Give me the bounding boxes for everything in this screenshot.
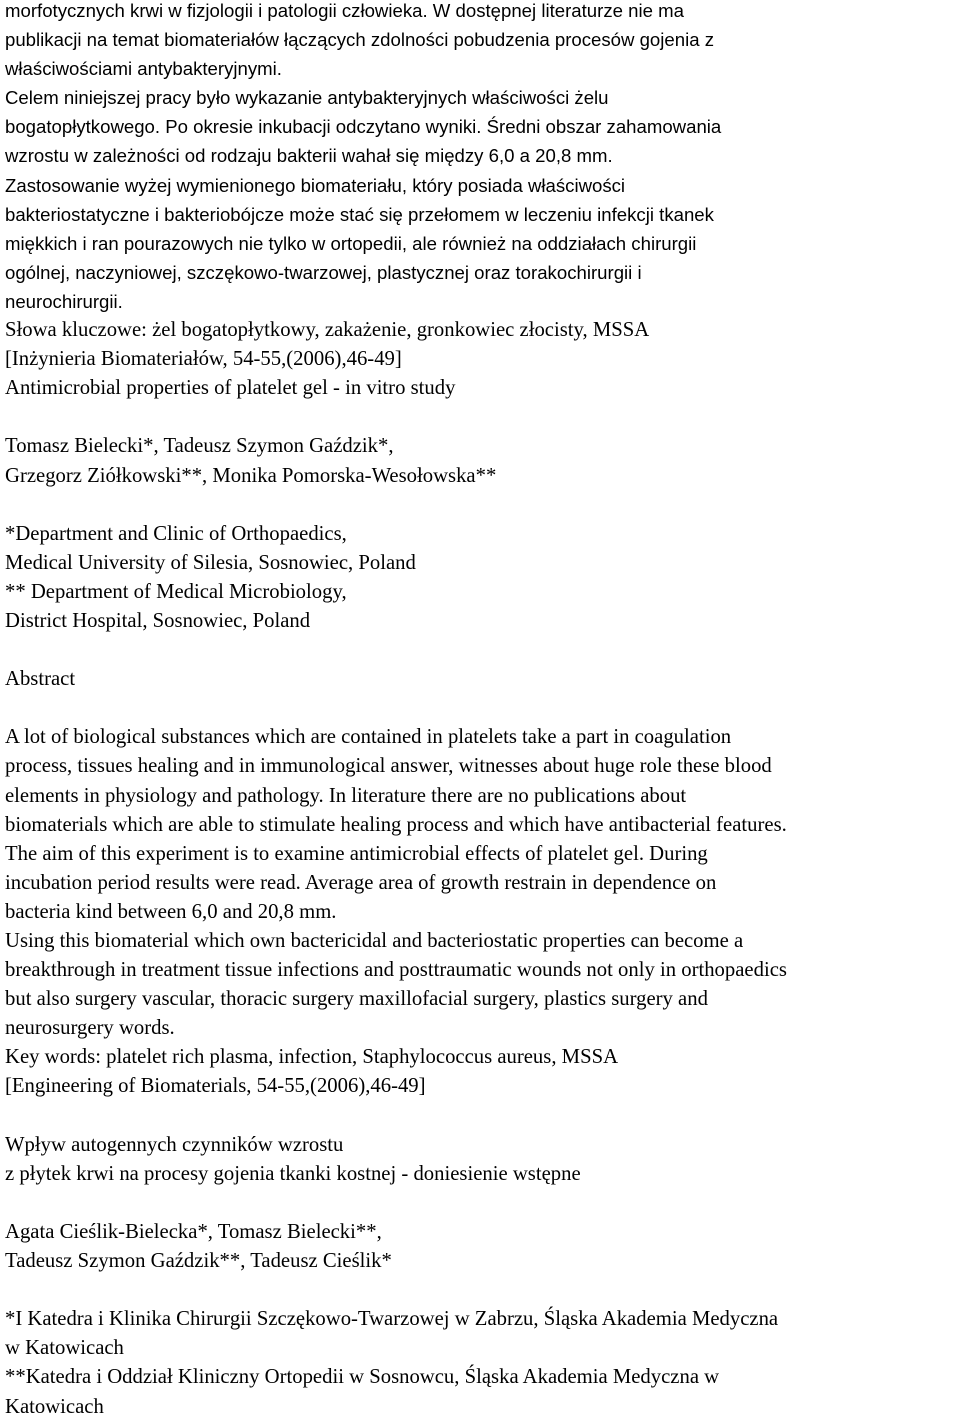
- author-line: Tomasz Bielecki*, Tadeusz Szymon Gaździk*,: [5, 435, 394, 458]
- document-page: [5, 0, 960, 1422]
- citation-polish: [Inżynieria Biomateriałów, 54-55,(2006),46-49]: [5, 348, 402, 371]
- text-line: neurosurgery words.: [5, 1017, 175, 1040]
- affiliation-line: Katowicach: [5, 1395, 104, 1418]
- spacer: [5, 491, 960, 520]
- author-line: Grzegorz Ziółkowski**, Monika Pomorska-Wesołowska**: [5, 464, 497, 487]
- next-article-authors: [5, 1218, 960, 1276]
- english-abstract: [5, 723, 960, 1043]
- author-line: Agata Cieślik-Bielecka*, Tomasz Bielecki**,: [5, 1220, 382, 1243]
- text-line: Using this biomaterial which own bactericidal and bacteriostatic properties can become a: [5, 930, 744, 952]
- abstract-heading: Abstract: [5, 668, 76, 691]
- affiliation-line: District Hospital, Sosnowiec, Poland: [5, 609, 311, 632]
- spacer: [5, 636, 960, 665]
- spacer: [5, 1276, 960, 1305]
- affiliation-line: ** Department of Medical Microbiology,: [5, 580, 347, 603]
- text-line: wzrostu w zależności od rodzaju bakterii wahał się między 6,0 a 20,8 mm.: [5, 145, 613, 167]
- text-line: but also surgery vascular, thoracic surgery maxillofacial surgery, plastics surgery and: [5, 988, 708, 1011]
- text-line: process, tissues healing and in immunological answer, witnesses about huge role these blood: [5, 755, 772, 778]
- spacer: [5, 403, 960, 432]
- next-article-affiliations: [5, 1305, 960, 1421]
- english-article-title: Antimicrobial properties of platelet gel - in vitro study: [5, 377, 456, 400]
- text-line: Zastosowanie wyżej wymienionego biomateriału, który posiada właściwości: [5, 174, 626, 196]
- citation-english: [Engineering of Biomaterials, 54-55,(2006),46-49]: [5, 1075, 426, 1098]
- author-line: Tadeusz Szymon Gaździk**, Tadeusz Cieślik*: [5, 1250, 392, 1273]
- text-line: miękkich i ran pourazowych nie tylko w ortopedii, ale również na oddziałach chirurgii: [5, 232, 697, 254]
- spacer: [5, 1189, 960, 1218]
- text-line: A lot of biological substances which are contained in platelets take a part in coagulation: [5, 726, 732, 749]
- text-line: Celem niniejszej pracy było wykazanie antybakteryjnych właściwości żelu: [5, 87, 609, 109]
- text-line: publikacji na temat biomateriałów łączących zdolności pobudzenia procesów gojenia z: [5, 29, 715, 51]
- text-line: bacteria kind between 6,0 and 20,8 mm.: [5, 900, 337, 923]
- polish-abstract: [5, 0, 960, 316]
- english-authors: [5, 432, 960, 490]
- text-line: incubation period results were read. Average area of growth restrain in dependence on: [5, 871, 717, 894]
- affiliation-line: *I Katedra i Klinika Chirurgii Szczękowo-Twarzowej w Zabrzu, Śląska Akademia Medyczna: [5, 1308, 779, 1331]
- text-line: biomaterials which are able to stimulate healing process and which have antibacterial features.: [5, 813, 787, 836]
- text-line: breakthrough in treatment tissue infections and posttraumatic wounds not only in orthopaedics: [5, 959, 787, 982]
- keywords-polish: Słowa kluczowe: żel bogatopłytkowy, zakażenie, gronkowiec złocisty, MSSA: [5, 319, 650, 342]
- text-line: bakteriostatyczne i bakteriobójcze może stać się przełomem w leczeniu infekcji tkanek: [5, 203, 714, 225]
- next-article-title: [5, 1131, 960, 1189]
- affiliation-line: **Katedra i Oddział Kliniczny Ortopedii w Sosnowcu, Śląska Akademia Medyczna w: [5, 1366, 720, 1389]
- title-line: z płytek krwi na procesy gojenia tkanki kostnej - doniesienie wstępne: [5, 1162, 581, 1185]
- title-line: Wpływ autogennych czynników wzrostu: [5, 1133, 344, 1156]
- text-line: ogólnej, naczyniowej, szczękowo-twarzowej, plastycznej oraz torakochirurgii i: [5, 261, 642, 283]
- affiliation-line: w Katowicach: [5, 1337, 124, 1360]
- spacer: [5, 694, 960, 723]
- text-line: morfotycznych krwi w fizjologii i patologii człowieka. W dostępnej literaturze nie ma: [5, 0, 684, 21]
- spacer: [5, 1102, 960, 1131]
- keywords-english: Key words: platelet rich plasma, infection, Staphylococcus aureus, MSSA: [5, 1046, 619, 1069]
- text-line: The aim of this experiment is to examine antimicrobial effects of platelet gel. During: [5, 842, 708, 865]
- affiliation-line: *Department and Clinic of Orthopaedics,: [5, 522, 347, 545]
- text-line: neurochirurgii.: [5, 290, 123, 312]
- text-line: właściwościami antybakteryjnymi.: [5, 58, 282, 80]
- english-affiliations: [5, 520, 960, 636]
- text-line: elements in physiology and pathology. In literature there are no publications about: [5, 784, 687, 807]
- text-line: bogatopłytkowego. Po okresie inkubacji odczytano wyniki. Średni obszar zahamowania: [5, 116, 722, 138]
- affiliation-line: Medical University of Silesia, Sosnowiec, Poland: [5, 551, 416, 574]
